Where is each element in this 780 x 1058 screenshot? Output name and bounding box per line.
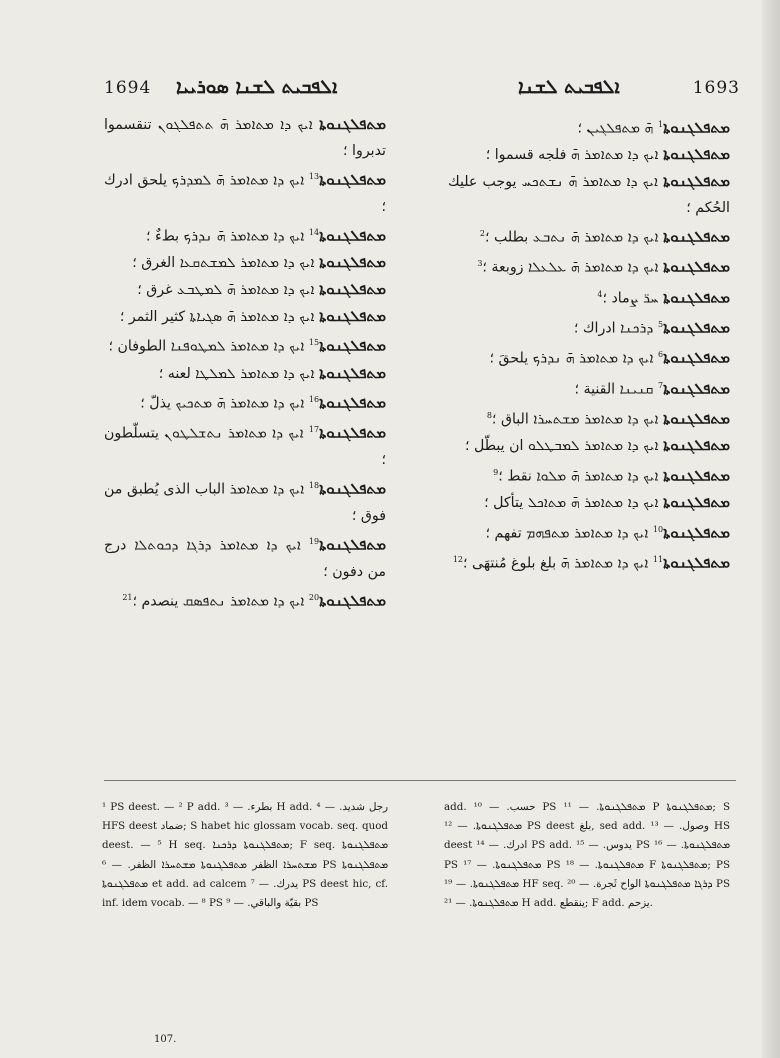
footnote-ref: 11 — [652, 555, 664, 565]
dictionary-entry — [104, 304, 386, 331]
dictionary-entry — [104, 164, 386, 220]
footnote-ref: 14 — [308, 228, 320, 238]
left-running-head: ܐܠܦܒܝܬ ܠܫܢܐ ܣܘܪܝܝܐ — [176, 76, 338, 98]
right-footnotes: add. حسب. — ¹⁰ PS ܡܬܦܠܓܢܘܬܐ. — ¹¹ P ܡܬܦܠܓܢܘܬܐ; S ܡܬܦܠܓܢܘܬܐ. — ¹² PS deest بلغ, sed add. وصول. — ¹³ HS deest ادرك. — ¹⁴ PS add. يدوس. — ¹⁵ PS ܡܬܦܠܓܢܘܬܐ. — ¹⁶ PS ܡܬܦܠܓܢܘܬܐ. — ¹⁷ PS ܡܬܦܠܓܢܘܬܐ. — ¹⁸ F ܡܬܦܠܓܢܘܬܐ; PS ܡܬܦܠܓܢܘܬܐ. — ¹⁹ HF seq. ܕܪܓܐ ܡܬܦܠܓܢܘܬܐ الواح ثَجرة. — ²⁰ PS ܡܬܦܠܓܢܘܬܐ. — ²¹ H add. ينقطع; F add. يزحم. — [444, 801, 731, 910]
dictionary-entry — [448, 251, 730, 281]
entry-gloss: ܐܝܟ ܕܐ ܡܬܐܡܪ ܡܫܬܚܪܐ الباق ؛ — [491, 411, 659, 428]
entry-gloss: ܐܝܟ ܕܐ ܡܬܐܡܪ ܗ̄ ܠܡܕܪܟ يلحق ادرك ؛ — [104, 172, 386, 215]
footnote-ref: 20 — [308, 593, 320, 603]
dictionary-entry — [104, 387, 386, 417]
entry-gloss: ܐܝܟ ܕܐ ܡܬܐܡܪ ܗ̄ ܠܡܛܒܥ غرق ؛ — [137, 282, 315, 299]
left-page-number: 1694 — [104, 78, 152, 98]
footnote-ref: 2 — [479, 229, 485, 239]
entry-gloss: ܗ̄ ܡܬܦܠܓܝܢ ؛ — [577, 120, 654, 137]
right-running-head: ܐܠܦܒܝܬ ܠܫܢܐ — [518, 76, 620, 98]
entry-gloss: ܩܢܝܢܐ القنية ؛ — [574, 381, 654, 398]
entry-gloss: ܐܝܟ ܕܐ ܡܬܐܡܪ ܢܬܫܠܛܘܢ يتسلّطون ؛ — [104, 426, 386, 468]
dictionary-entry — [104, 277, 386, 304]
entry-headword: ܡܬܦܠܓܢܘܬܐ — [663, 118, 730, 137]
footnote-ref: 15 — [308, 338, 320, 348]
entry-gloss: ܐܝܟ ܕܐ ܡܬܐܡܪ ܗ̄ ܢܕܪܟ يلحقَ ؛ — [489, 351, 654, 368]
footnote-ref: 8 — [486, 411, 492, 421]
dictionary-entry — [448, 142, 730, 169]
entry-gloss: ܐܝܟ ܕܐ ܡܬܐܡܪ ܗ̄ ܬܬܦܠܓܘܢ تنقسموا تدبروا ؛ — [104, 117, 386, 159]
dictionary-entry — [104, 529, 386, 585]
footnote-ref: 6 — [657, 350, 664, 360]
dictionary-entry — [448, 517, 730, 547]
dictionary-entry — [448, 112, 730, 142]
entry-gloss: ܐܝܟ ܕܐ ܡܬܐܡܪ ܗ̄ ܡܠܘܐ نقط ؛ — [498, 468, 659, 485]
entry-gloss: ܚܪ̈ ܨماد ؛ — [602, 290, 659, 307]
entry-gloss: ܐܝܟ ܕܐ ܡܬܐܡܪ ܢܬܦܣܩ ينصدم ؛ — [132, 593, 305, 610]
entry-gloss: ܐܝܟ ܕܐ ܡܬܐܡܪ ܠܡܒܛܠܘ ان يبطّل ؛ — [465, 438, 659, 455]
footnote-ref: 17 — [308, 425, 320, 435]
entry-gloss: ܐܝܟ ܕܐ ܡܬܐܡܪ ܗ̄ ܢܬܒܥ بطلب ؛ — [484, 229, 659, 246]
entry-gloss: ܐܝܟ ܕܐ ܡܬܐܡܪ ܕܪܓܐ ܕܟܘܬܠܐ درج من دفون ؛ — [104, 538, 386, 580]
footnote-ref: 16 — [308, 395, 320, 405]
entry-headword: ܡܬܦܠܓܢܘܬܐ — [319, 253, 386, 272]
dictionary-entry — [448, 373, 730, 403]
footnote-ref: 5 — [657, 320, 664, 330]
entry-headword: ܡܬܦܠܓܢܘܬܐ — [319, 591, 386, 610]
entry-headword: ܡܬܦܠܓܢܘܬܐ — [663, 288, 730, 307]
entry-gloss: ܐܝܟ ܕܐ ܡܬܐܡܪ ܗ̄ ܡܬܟܝܟ يذلّ ؛ — [140, 395, 305, 412]
entry-gloss: ܐܝܟ ܕܐ ܡܬܐܡܪ الباب الذى يُطبق من فوق ؛ — [104, 482, 386, 524]
dictionary-entry — [448, 433, 730, 460]
entry-gloss: ܕܪܟܢܐ ادراك ؛ — [573, 320, 654, 337]
dictionary-entry — [104, 473, 386, 529]
dictionary-entry — [448, 460, 730, 490]
page-spine-shadow — [762, 0, 780, 1058]
footnote-ref: 9 — [493, 468, 499, 477]
footnote-ref: 13 — [308, 172, 320, 182]
dictionary-entry — [104, 112, 386, 164]
entry-headword: ܡܬܦܠܓܢܘܬܐ — [319, 170, 387, 189]
dictionary-entry — [104, 330, 386, 360]
left-footnotes: ¹ PS deest. — ² P add. بطرء. — ³ H add. رجل شديد. — ⁴ HFS deest ضماد; S habet hic glossam vocab. seq. quod deest. — ⁵ H seq. ܡܬܦܠܓܢܘܬܐ ܕܪܟܢܐ; F seq. ܡܬܦܠܓܢܘܬܐ ܡܫܬܚܪܐ الظفر ܡܬܦܠܓܢܘܬܐ ܡܫܬܚܪܐ الظفر. — ⁶ PS ܡܬܦܠܓܢܘܬܐ ܡܬܦܠܓܢܘܬܐ et add. ad calcem يدرك. — ⁷ PS deest hic, cf. inf. idem vocab. — ⁸ PS بقيّة والباقي. — ⁹ PS — [102, 801, 388, 910]
entry-headword: ܡܬܦܠܓܢܘܬܐ — [663, 466, 730, 485]
entry-headword: ܡܬܦܠܓܢܘܬܐ — [663, 145, 730, 164]
entry-headword: ܡܬܦܠܓܢܘܬܐ — [663, 379, 730, 398]
entry-headword: ܡܬܦܠܓܢܘܬܐ — [319, 115, 386, 133]
entry-headword: ܡܬܦܠܓܢܘܬܐ — [663, 349, 730, 368]
footnote-ref: 12 — [452, 555, 463, 565]
right-page-number: 1693 — [692, 78, 740, 98]
dictionary-entry — [104, 250, 386, 277]
entry-headword: ܡܬܦܠܓܢܘܬܐ — [319, 306, 386, 325]
entry-headword: ܡܬܦܠܓܢܘܬܐ — [663, 523, 730, 542]
footnote-ref: 19 — [308, 537, 320, 547]
entry-headword: ܡܬܦܠܓܢܘܬܐ — [319, 280, 386, 299]
entry-gloss: ܐܝܟ ܕܐ ܡܬܐܡܪ ܗ̄ ܣܓܝܐܬܐ كثير الثمر ؛ — [119, 308, 315, 325]
entry-headword: ܡܬܦܠܓܢܘܬܐ — [663, 436, 730, 455]
entry-headword: ܡܬܦܠܓܢܘܬܐ — [663, 171, 731, 190]
entry-gloss: ܐܝܟ ܕܐ ܡܬܐܡܪ ܗ̄ ܡܬܐܟܠ يتأكل ؛ — [484, 495, 659, 512]
footnote-ref: 18 — [308, 481, 320, 491]
dictionary-entry — [448, 547, 730, 577]
book-page-spread — [60, 62, 740, 1052]
dictionary-entry — [448, 169, 730, 221]
entry-headword: ܡܬܦܠܓܢܘܬܐ — [319, 226, 386, 245]
entry-headword: ܡܬܦܠܓܢܘܬܐ — [319, 393, 386, 412]
dictionary-entry — [104, 585, 386, 615]
entry-gloss: ܐܝܟ ܕܐ ܡܬܐܡܪ ܠܡܫܬܩܥܐ الغرق ؛ — [132, 255, 315, 272]
entry-headword: ܡܬܦܠܓܢܘܬܐ — [663, 553, 730, 572]
footnote-ref: 21 — [122, 593, 133, 603]
footnote-ref: 3 — [477, 259, 483, 269]
dictionary-entry — [448, 342, 730, 372]
entry-gloss: ܐܝܟ ܕܐ ܡܬܐܡܪ ܗ̄ ܢܕܪܟ بطءٌ ؛ — [146, 228, 305, 245]
entry-headword: ܡܬܦܠܓܢܘܬܐ — [319, 424, 386, 443]
dictionary-entry — [104, 417, 386, 473]
entry-headword: ܡܬܦܠܓܢܘܬܐ — [663, 318, 730, 337]
entry-gloss: ܐܝܟ ܕܐ ܡܬܐܡܪ ܡܬܦܗܡ تفهم ؛ — [485, 525, 649, 542]
entry-headword: ܡܬܦܠܓܢܘܬܐ — [663, 493, 730, 512]
footnote-ref: 4 — [597, 289, 603, 299]
entry-gloss: ܐܝܟ ܕܐ ܡܬܐܡܪ ܗ̄ ܥܠܥܠܐ زوبعة ؛ — [482, 260, 659, 277]
entry-headword: ܡܬܦܠܓܢܘܬܐ — [319, 336, 386, 355]
right-text-column — [448, 112, 730, 578]
entry-headword: ܡܬܦܠܓܢܘܬܐ — [663, 409, 730, 428]
entry-headword: ܡܬܦܠܓܢܘܬܐ — [319, 536, 386, 555]
dictionary-entry — [448, 282, 730, 312]
footnote-divider — [104, 780, 736, 781]
entry-headword: ܡܬܦܠܓܢܘܬܐ — [663, 258, 730, 277]
entry-headword: ܡܬܦܠܓܢܘܬܐ — [319, 480, 387, 499]
entry-gloss: ܐܝܟ ܕܐ ܡܬܐܡܪ ܠܡܛܘܦܢܐ الطوفان ؛ — [108, 338, 305, 355]
dictionary-entry — [448, 490, 730, 517]
footnote-ref: 7 — [657, 380, 664, 390]
entry-gloss: ܐܝܟ ܕܐ ܡܬܐܡܪ ܗ̄ فلجه قسموا ؛ — [485, 147, 659, 164]
entry-gloss: ܐܝܟ ܕܐ ܡܬܐܡܪ ܠܡܠܛܐ لعنه ؛ — [158, 365, 315, 382]
dictionary-entry — [104, 361, 386, 388]
entry-gloss: ܐܝܟ ܕܐ ܡܬܐܡܪ ܗ̄ بلغ بلوغ مُنتهَى ؛ — [463, 555, 649, 572]
footnote-ref: 10 — [652, 524, 664, 534]
dictionary-entry — [448, 312, 730, 342]
entry-headword: ܡܬܦܠܓܢܘܬܐ — [663, 227, 730, 246]
dictionary-entry — [448, 403, 730, 433]
signature-mark: 107. — [154, 1034, 177, 1045]
dictionary-entry — [104, 220, 386, 250]
entry-headword: ܡܬܦܠܓܢܘܬܐ — [319, 363, 386, 382]
dictionary-entry — [448, 221, 730, 251]
footnote-ref: 1 — [657, 120, 664, 129]
entry-gloss: ܐܝܟ ܕܐ ܡܬܐܡܪ ܗ̄ ܢܫܬܟܚ يوجب عليك الحُكم ؛ — [448, 173, 730, 216]
left-text-column — [104, 112, 386, 616]
